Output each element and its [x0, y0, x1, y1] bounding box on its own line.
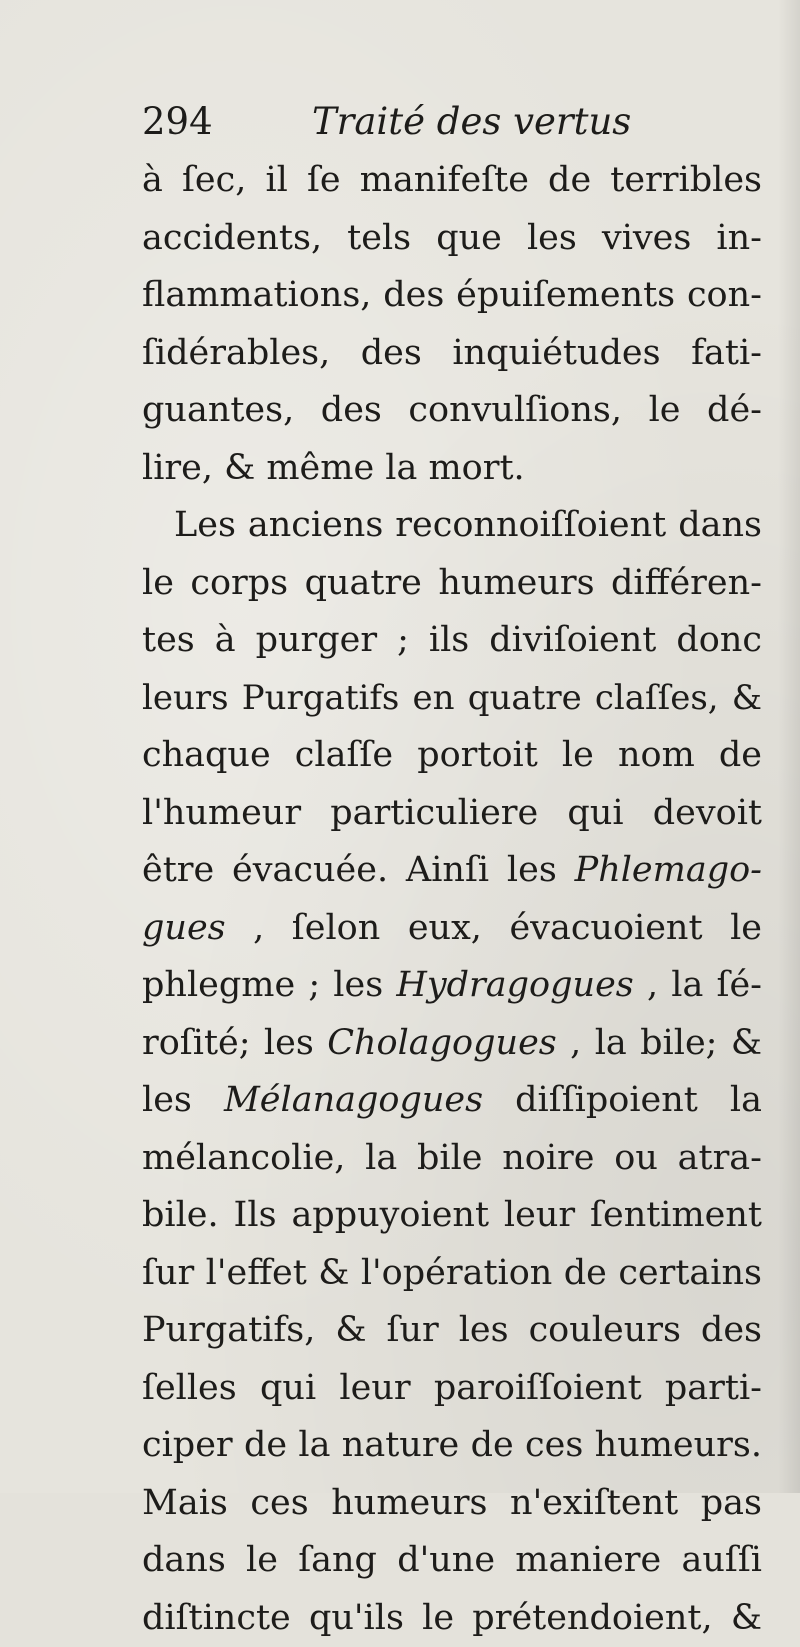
text-line: tes à purger ; ils diviſoient donc — [142, 612, 762, 670]
page-header — [142, 92, 642, 152]
text-line: être évacuée. Ainſi les Phlemago- — [142, 842, 762, 900]
body-text — [142, 152, 762, 1647]
text-line: Purgatifs, & ſur les couleurs des — [142, 1302, 762, 1360]
text-line: flammations, des épuiſements con- — [142, 267, 762, 325]
text-line: ciper de la nature de ces humeurs. — [142, 1417, 762, 1475]
text-line: bile. Ils appuyoient leur ſentiment — [142, 1187, 762, 1245]
text-line: guantes, des convulſions, le dé- — [142, 382, 762, 440]
text-line: ſidérables, des inquiétudes fati- — [142, 325, 762, 383]
italic-term: Phlemago- — [575, 850, 762, 890]
text-line: ſelles qui leur paroiſſoient parti- — [142, 1360, 762, 1418]
page-edge-shadow — [778, 0, 800, 1493]
text-line: ſur l'effet & l'opération de certains — [142, 1245, 762, 1303]
text-line: roſité; les Cholagogues , la bile; & — [142, 1015, 762, 1073]
text-line: gues , ſelon eux, évacuoient le — [142, 900, 762, 958]
running-title: Traité des vertus — [312, 92, 631, 152]
text-line: à ſec, il ſe manifeſte de terribles — [142, 152, 762, 210]
text-line: chaque claſſe portoit le nom de — [142, 727, 762, 785]
text-line: diſtincte qu'ils le prétendoient, & — [142, 1590, 762, 1647]
text-line: dans le ſang d'une maniere auſſi — [142, 1532, 762, 1590]
italic-term: Cholagogues — [327, 1023, 557, 1063]
text-line: le corps quatre humeurs différen- — [142, 555, 762, 613]
italic-term: Mélanagogues — [224, 1080, 483, 1120]
italic-term: Hydragogues — [396, 965, 633, 1005]
text-line: accidents, tels que les vives in- — [142, 210, 762, 268]
text-line: lire, & même la mort. — [142, 440, 762, 498]
text-line: phlegme ; les Hydragogues , la ſé- — [142, 957, 762, 1015]
text-line: leurs Purgatifs en quatre claſſes, & — [142, 670, 762, 728]
text-line: les Mélanagogues diſſipoient la — [142, 1072, 762, 1130]
text-line: Mais ces humeurs n'exiſtent pas — [142, 1475, 762, 1533]
text-line: mélancolie, la bile noire ou atra- — [142, 1130, 762, 1188]
page-number: 294 — [142, 92, 213, 152]
italic-term: gues — [142, 908, 226, 948]
text-line: l'humeur particuliere qui devoit — [142, 785, 762, 843]
text-line: Les anciens reconnoiſſoient dans — [142, 497, 762, 555]
